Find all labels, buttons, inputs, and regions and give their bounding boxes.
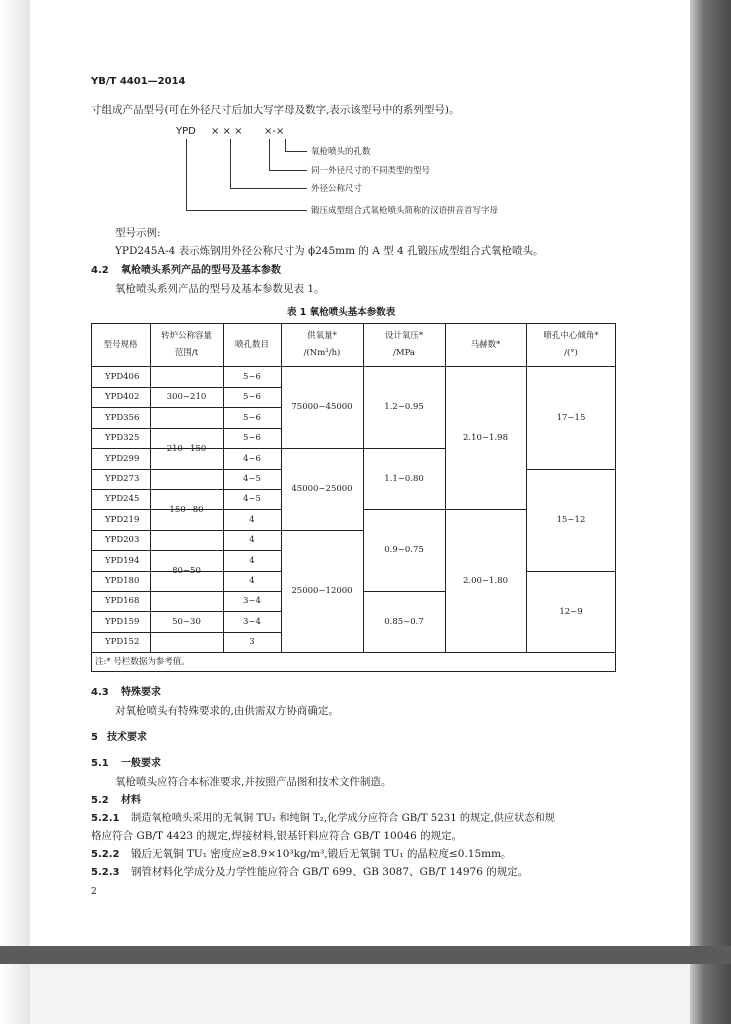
- oxygen-cell: 75000~45000: [291, 402, 353, 412]
- holes-cell: 3~4: [243, 616, 261, 627]
- model-cell: YPD219: [105, 514, 140, 525]
- desc-holes: 氧枪喷头的孔数: [311, 147, 371, 157]
- page-number: 2: [91, 887, 97, 897]
- holes-cell: 3: [249, 637, 255, 647]
- example-text: YPD245A-4 表示炼钢用外径公称尺寸为 ϕ245mm 的 A 型 4 孔锻压成型组合式氧枪喷头。: [115, 245, 544, 257]
- example-label: 型号示例:: [115, 227, 161, 239]
- section-4-2-text: 氧枪喷头系列产品的型号及基本参数见表 1。: [115, 283, 325, 295]
- holes-cell: 5~6: [243, 412, 261, 423]
- intro-line: 寸组成产品型号(可在外径尺寸后加大写字母及数字,表示该型号中的系列型号)。: [91, 104, 460, 116]
- right-shadow-edge: [690, 0, 731, 1024]
- capacity-cell: 50~30: [172, 616, 201, 627]
- model-placeholders-1: × × ×: [211, 126, 243, 137]
- header-capacity-line1: 转炉公称容量: [160, 331, 212, 341]
- mach-cell: 2.00~1.80: [463, 575, 508, 586]
- pressure-cell: 0.85~0.7: [384, 616, 424, 627]
- section-5-title: 技术要求: [107, 732, 147, 743]
- model-cell: YPD356: [105, 412, 140, 423]
- table-note: 注:* 号栏数据为参考值。: [95, 657, 190, 667]
- holes-cell: 4~5: [243, 494, 261, 504]
- model-cell: YPD245: [105, 494, 140, 504]
- header-angle-line1: 喷孔中心倾角*: [543, 331, 599, 341]
- section-5-2-2-text: 锻后无氧铜 TU₁ 密度应≥8.9×10³kg/m³,锻后无氧铜 TU₁ 的晶粒度≤0.15mm。: [131, 848, 512, 860]
- page-gap: [0, 946, 731, 964]
- model-cell: YPD168: [105, 596, 140, 606]
- holes-cell: 5~6: [243, 371, 261, 382]
- desc-types: 同一外径尺寸的不同类型的型号: [311, 166, 431, 176]
- section-5-1-number: 5.1: [91, 758, 109, 769]
- holes-cell: 4: [249, 514, 255, 525]
- section-4-3-title: 特殊要求: [121, 687, 161, 698]
- section-4-2-title: 氧枪喷头系列产品的型号及基本参数: [121, 265, 281, 276]
- section-5-2-1-text-line1: 制造氧枪喷头采用的无氧铜 TU₁ 和纯铜 T₂,化学成分应符合 GB/T 5231 的规定,供应状态和规: [131, 813, 555, 824]
- capacity-cell: 300~210: [166, 392, 207, 402]
- section-5-2-title: 材料: [121, 795, 141, 806]
- header-capacity-line2: 范围/t: [174, 348, 199, 358]
- model-cell: YPD325: [105, 433, 140, 443]
- section-5-2-1-number: 5.2.1: [91, 813, 120, 824]
- model-cell: YPD203: [105, 535, 140, 545]
- section-5-2-1-text-line2: 格应符合 GB/T 4423 的规定,焊接材料,银基钎料应符合 GB/T 10046 的规定。: [91, 830, 463, 842]
- section-5-2-number: 5.2: [91, 795, 109, 806]
- section-4-3-text: 对氧枪喷头有特殊要求的,由供需双方协商确定。: [115, 705, 339, 717]
- header-oxygen-line1: 供氧量*: [307, 331, 337, 341]
- model-cell: YPD159: [105, 616, 140, 627]
- holes-cell: 4: [249, 576, 255, 586]
- capacity-cell: 150~80: [169, 504, 204, 515]
- model-cell: YPD406: [105, 371, 140, 382]
- oxygen-cell: 45000~25000: [291, 484, 353, 494]
- holes-cell: 4~5: [243, 474, 261, 484]
- oxygen-cell: 25000~12000: [291, 586, 353, 596]
- desc-diameter: 外径公称尺寸: [311, 184, 363, 194]
- section-4-2-number: 4.2: [91, 265, 109, 276]
- standard-id: YB/T 4401—2014: [91, 76, 186, 87]
- section-4-3-number: 4.3: [91, 687, 109, 698]
- model-cell: YPD402: [105, 392, 140, 402]
- holes-cell: 4: [249, 555, 255, 566]
- section-5-1-title: 一般要求: [121, 758, 161, 769]
- section-5-number: 5: [91, 732, 98, 743]
- holes-cell: 4: [249, 535, 255, 545]
- section-5-1-text: 氧枪喷头应符合本标准要求,并按照产品图和技术文件制造。: [115, 776, 392, 788]
- model-placeholders-2: ×-×: [264, 126, 285, 137]
- holes-cell: 5~6: [243, 392, 261, 402]
- model-cell: YPD180: [105, 576, 140, 586]
- header-mach: 马赫数*: [470, 339, 501, 350]
- section-5-2-3-number: 5.2.3: [91, 867, 120, 878]
- left-page-edge: [0, 0, 30, 1024]
- holes-cell: 4~6: [243, 453, 261, 464]
- header-holes: 喷孔数目: [234, 339, 269, 350]
- capacity-cell: 210~150: [166, 443, 207, 454]
- mach-cell: 2.10~1.98: [463, 432, 508, 443]
- next-page-preview: [30, 964, 690, 1024]
- header-oxygen-line2: /(Nm³/h): [303, 348, 341, 358]
- header-pressure-line2: /MPa: [393, 348, 415, 358]
- header-angle-line2: /(°): [564, 348, 578, 358]
- angle-cell: 12~9: [559, 606, 583, 617]
- model-cell: YPD273: [105, 474, 140, 484]
- pressure-cell: 0.9~0.75: [384, 545, 424, 555]
- model-cell: YPD152: [105, 637, 140, 647]
- table-caption: 表 1 氧枪喷头基本参数表: [287, 307, 396, 318]
- angle-cell: 15~12: [556, 515, 586, 525]
- holes-cell: 3~4: [243, 596, 261, 606]
- capacity-cell: 80~50: [172, 565, 201, 576]
- pressure-cell: 1.2~0.95: [384, 402, 424, 412]
- angle-cell: 17~15: [556, 412, 586, 423]
- section-5-2-3-text: 钢管材料化学成分及力学性能应符合 GB/T 699、GB 3087、GB/T 14976 的规定。: [131, 866, 529, 878]
- model-cell: YPD194: [105, 555, 140, 566]
- desc-prefix: 锻压成型组合式氧枪喷头简称的汉语拼音首写字母: [311, 206, 499, 216]
- parameter-table: [91, 323, 616, 672]
- header-model: 型号规格: [103, 339, 138, 350]
- section-5-2-2-number: 5.2.2: [91, 849, 120, 860]
- model-prefix: YPD: [176, 126, 196, 137]
- holes-cell: 5~6: [243, 433, 261, 443]
- pressure-cell: 1.1~0.80: [384, 473, 424, 484]
- header-pressure-line1: 设计氧压*: [384, 331, 424, 341]
- model-cell: YPD299: [105, 453, 140, 464]
